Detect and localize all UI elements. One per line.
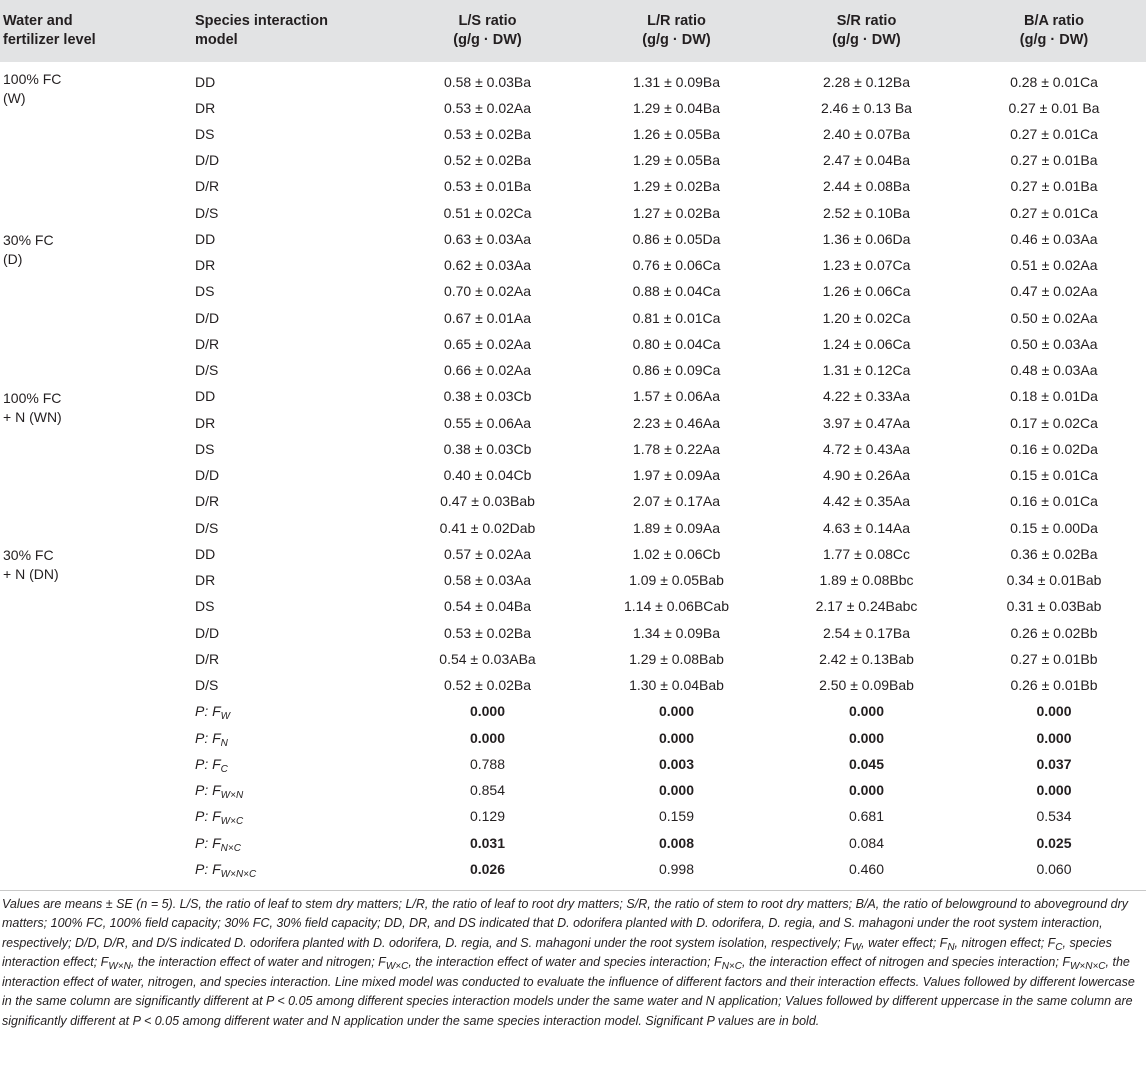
sr-value: 1.89 ± 0.08Bbc: [819, 572, 914, 589]
footnote-text: , the interaction effect of water and nitrogen; F: [130, 955, 386, 970]
pvalue-label: [192, 856, 393, 882]
ba-value: 0.16 ± 0.02Da: [1010, 440, 1098, 457]
ls-value: 0.70 ± 0.02Aa: [443, 283, 532, 300]
header-text: L/R ratio: [647, 13, 706, 29]
model-cell: D/R: [195, 178, 220, 195]
ls-pvalue: 0.000: [469, 703, 506, 720]
ls-value: 0.51 ± 0.02Ca: [443, 204, 532, 221]
ba-pvalue: 0.000: [1036, 703, 1072, 720]
ls-value: 0.38 ± 0.03Cb: [443, 440, 532, 457]
empty-cell: [0, 830, 192, 856]
group-label-line: 100% FC: [3, 71, 62, 87]
pvalue-subscript: W: [220, 711, 231, 723]
sr-value: 1.36 ± 0.06Da: [822, 230, 911, 247]
group-label: [0, 384, 192, 542]
lr-value: 1.27 ± 0.02Ba: [632, 204, 721, 221]
pvalue-row: [0, 725, 1146, 751]
table-bottom-rule: [0, 890, 1146, 891]
pvalue-subscript: N×C: [220, 842, 241, 854]
sr-value: 1.77 ± 0.08Cc: [822, 545, 911, 562]
model-cell: DS: [195, 125, 215, 142]
ba-value: 0.18 ± 0.01Da: [1010, 388, 1098, 405]
model-cell: D/S: [195, 362, 219, 379]
ba-value: 0.17 ± 0.02Ca: [1010, 414, 1098, 431]
empty-cell: [0, 778, 192, 804]
header-ba-ratio: [962, 0, 1146, 62]
group-label: [0, 62, 192, 226]
group-label-line: 100% FC: [3, 389, 62, 406]
ba-pvalue: 0.000: [1036, 729, 1072, 746]
sr-value: 1.20 ± 0.02Ca: [822, 309, 911, 326]
ba-value: 0.48 ± 0.03Aa: [1010, 362, 1098, 379]
ls-value: 0.53 ± 0.02Ba: [443, 624, 532, 641]
pvalue-label: [192, 751, 393, 777]
pvalue-subscript: C: [220, 763, 228, 775]
header-text: B/A ratio: [1024, 13, 1084, 29]
header-text: S/R ratio: [836, 13, 897, 29]
footnote-text: , the interaction effect of water and species interaction; F: [408, 955, 722, 970]
ls-value: 0.58 ± 0.03Ba: [443, 74, 532, 90]
lr-pvalue: 0.003: [658, 755, 695, 772]
pvalue-prefix: P: F: [195, 834, 221, 851]
lr-pvalue: 0.000: [658, 703, 695, 720]
pvalue-prefix: P: F: [195, 755, 221, 772]
lr-value: 2.07 ± 0.17Aa: [632, 493, 721, 510]
lr-pvalue: 0.159: [658, 808, 695, 825]
sr-pvalue: 0.460: [848, 860, 885, 877]
lr-value: 1.30 ± 0.04Bab: [629, 677, 724, 694]
model-cell: DS: [195, 283, 215, 300]
group-label-line: + N (WN): [3, 408, 62, 425]
sr-value: 2.28 ± 0.12Ba: [822, 74, 911, 90]
model-cell: D/R: [195, 650, 220, 667]
ls-value: 0.41 ± 0.02Dab: [439, 519, 536, 536]
sr-pvalue: 0.000: [848, 703, 885, 720]
pvalue-label: [192, 778, 393, 804]
pvalue-row: [0, 830, 1146, 856]
ls-value: 0.58 ± 0.03Aa: [443, 572, 532, 589]
ls-value: 0.47 ± 0.03Bab: [440, 493, 535, 510]
ba-value: 0.27 ± 0.01Ba: [1010, 152, 1098, 169]
sr-value: 1.31 ± 0.12Ca: [822, 362, 911, 379]
ls-pvalue: 0.026: [469, 860, 506, 877]
group-label-line: (W): [3, 90, 26, 106]
ba-value: 0.27 ± 0.01Bb: [1010, 650, 1098, 667]
ls-value: 0.57 ± 0.02Aa: [443, 545, 532, 562]
ba-value: 0.50 ± 0.03Aa: [1010, 335, 1098, 352]
sr-value: 1.23 ± 0.07Ca: [822, 257, 911, 274]
ba-pvalue: 0.037: [1036, 755, 1072, 772]
table-footnote: [2, 895, 1140, 1032]
lr-value: 1.57 ± 0.06Aa: [632, 388, 721, 405]
header-species-model: [192, 0, 393, 62]
header-water-fertilizer: [0, 0, 192, 62]
pvalue-subscript: N: [220, 737, 228, 749]
table-row: [0, 384, 1146, 410]
ba-value: 0.27 ± 0.01Ca: [1010, 204, 1098, 221]
ba-value: 0.26 ± 0.02Bb: [1010, 624, 1098, 641]
table-row: [0, 541, 1146, 567]
sr-value: 2.44 ± 0.08Ba: [822, 178, 911, 195]
ba-pvalue: 0.060: [1036, 860, 1072, 877]
ls-value: 0.40 ± 0.04Cb: [443, 467, 532, 484]
empty-cell: [0, 725, 192, 751]
lr-value: 1.02 ± 0.06Cb: [632, 545, 721, 562]
ba-value: 0.28 ± 0.01Ca: [1010, 74, 1098, 90]
group-label: [0, 226, 192, 384]
sr-value: 2.40 ± 0.07Ba: [822, 125, 911, 142]
lr-value: 1.78 ± 0.22Aa: [632, 440, 721, 457]
pvalue-prefix: P: F: [195, 782, 221, 799]
header-row: [0, 0, 1146, 62]
lr-pvalue: 0.000: [658, 729, 695, 746]
ba-value: 0.31 ± 0.03Bab: [1006, 598, 1102, 615]
pvalue-prefix: P: F: [195, 729, 221, 746]
ls-pvalue: 0.129: [469, 808, 506, 825]
model-cell: DD: [195, 230, 216, 247]
model-cell: DD: [195, 388, 216, 405]
footnote-subscript: N: [947, 941, 955, 953]
ba-value: 0.27 ± 0.01Ca: [1010, 125, 1098, 142]
header-text: L/S ratio: [458, 13, 517, 29]
model-cell: DR: [195, 572, 216, 589]
model-cell: D/D: [195, 467, 220, 484]
sr-value: 4.90 ± 0.26Aa: [822, 467, 911, 484]
lr-value: 1.31 ± 0.09Ba: [632, 74, 721, 90]
footnote-subscript: W×N×C: [1069, 961, 1106, 973]
sr-value: 2.42 ± 0.13Bab: [819, 650, 914, 667]
lr-value: 1.29 ± 0.04Ba: [632, 99, 721, 116]
lr-pvalue: 0.000: [658, 782, 695, 799]
header-text: Water and: [3, 13, 73, 29]
ba-value: 0.15 ± 0.00Da: [1010, 519, 1098, 536]
model-cell: D/R: [195, 335, 220, 352]
ls-value: 0.62 ± 0.03Aa: [443, 257, 532, 274]
sr-pvalue: 0.084: [848, 834, 885, 851]
ls-value: 0.52 ± 0.02Ba: [443, 677, 532, 694]
ls-value: 0.53 ± 0.02Aa: [443, 99, 532, 116]
pvalue-row: [0, 699, 1146, 725]
footnote-text: Values are means ± SE (n = 5). L/S, the ratio of leaf to stem dry matters; L/R, the ratio of leaf to root dry matters; S/R, the ratio of stem to root dry matters; B/A, the ratio of belowground to aboveground dry matters; 100% FC, 100% field capacity; 30% FC, 30% field capacity; DD, DR, and DS indicated that D. odorifera planted with D. odorifera, D. regia, and S. mahagoni under the root system interaction, respectively; D/D, D/R, and D/S indicated D. odorifera planted with D. odorifera, D. regia, and S. mahagoni under the root system isolation, respectively; F: [2, 896, 1129, 950]
footnote-text: , the interaction effect of water, nitrogen, and species interaction. Line mixed model was conducted to evaluate the influence of different factors and their interaction effects. Values followed by different lowercase in the same column are significantly different at P < 0.05 among different species interaction models under the same water and N application; Values followed by different uppercase in the same column are significantly different at P < 0.05 among different water and N application under the same species interaction model. Significant P values are in bold.: [2, 955, 1135, 1029]
sr-value: 2.54 ± 0.17Ba: [822, 624, 911, 641]
ls-value: 0.52 ± 0.02Ba: [443, 152, 532, 169]
lr-pvalue: 0.998: [658, 860, 695, 877]
lr-value: 1.29 ± 0.05Ba: [632, 152, 721, 169]
model-cell: D/D: [195, 152, 220, 169]
ls-value: 0.53 ± 0.01Ba: [443, 178, 532, 195]
ls-value: 0.65 ± 0.02Aa: [443, 335, 532, 352]
footnote-text: , species interaction effect; F: [2, 935, 1112, 970]
pvalue-prefix: P: F: [195, 808, 221, 825]
sr-value: 4.63 ± 0.14Aa: [822, 519, 911, 536]
header-ls-ratio: [393, 0, 582, 62]
sr-value: 1.24 ± 0.06Ca: [822, 335, 911, 352]
lr-value: 1.26 ± 0.05Ba: [632, 125, 721, 142]
lr-value: 2.23 ± 0.46Aa: [632, 414, 721, 431]
footnote-subscript: N×C: [721, 961, 742, 973]
footnote-subscript: W×N: [108, 961, 131, 973]
lr-value: 1.89 ± 0.09Aa: [632, 519, 721, 536]
pvalue-prefix: P: F: [195, 860, 221, 877]
lr-value: 1.14 ± 0.06BCab: [624, 598, 729, 615]
footnote-subscript: W×C: [385, 961, 409, 973]
pvalue-row: [0, 778, 1146, 804]
table-header: [0, 0, 1146, 62]
pvalue-label: [192, 830, 393, 856]
ls-pvalue: 0.000: [469, 729, 506, 746]
footnote-text: , the interaction effect of nitrogen and species interaction; F: [742, 955, 1070, 970]
ba-value: 0.27 ± 0.01Ba: [1010, 178, 1098, 195]
footnote-subscript: W: [851, 941, 862, 953]
sr-value: 2.52 ± 0.10Ba: [822, 204, 911, 221]
model-cell: DS: [195, 598, 215, 615]
pvalue-label: [192, 725, 393, 751]
model-cell: DD: [195, 74, 216, 90]
pvalue-subscript: W×C: [220, 816, 244, 828]
lr-value: 0.86 ± 0.05Da: [632, 230, 721, 247]
model-cell: DR: [195, 257, 216, 274]
ls-value: 0.55 ± 0.06Aa: [443, 414, 532, 431]
sr-pvalue: 0.000: [848, 729, 885, 746]
lr-value: 0.76 ± 0.06Ca: [632, 257, 721, 274]
ls-value: 0.53 ± 0.02Ba: [443, 125, 532, 142]
sr-pvalue: 0.000: [848, 782, 885, 799]
lr-value: 1.97 ± 0.09Aa: [632, 467, 721, 484]
pvalue-row: [0, 856, 1146, 882]
ls-value: 0.67 ± 0.01Aa: [443, 309, 532, 326]
ba-value: 0.46 ± 0.03Aa: [1010, 230, 1098, 247]
sr-value: 4.22 ± 0.33Aa: [822, 388, 911, 405]
ba-value: 0.47 ± 0.02Aa: [1010, 283, 1098, 300]
lr-value: 1.09 ± 0.05Bab: [629, 572, 724, 589]
pvalue-subscript: W×N×C: [220, 868, 257, 880]
ba-pvalue: 0.534: [1036, 808, 1072, 825]
sr-value: 4.72 ± 0.43Aa: [822, 440, 911, 457]
header-text: (g/g · DW): [453, 32, 522, 48]
model-cell: D/S: [195, 519, 219, 536]
lr-value: 0.81 ± 0.01Ca: [632, 309, 721, 326]
ba-value: 0.34 ± 0.01Bab: [1006, 572, 1102, 589]
ba-value: 0.15 ± 0.01Ca: [1010, 467, 1098, 484]
table-row: [0, 226, 1146, 252]
model-cell: DR: [195, 99, 216, 116]
ba-value: 0.50 ± 0.02Aa: [1010, 309, 1098, 326]
ls-value: 0.66 ± 0.02Aa: [443, 362, 532, 379]
ba-pvalue: 0.000: [1036, 782, 1072, 799]
lr-value: 0.88 ± 0.04Ca: [632, 283, 721, 300]
ls-value: 0.63 ± 0.03Aa: [443, 230, 532, 247]
sr-pvalue: 0.681: [848, 808, 885, 825]
empty-cell: [0, 804, 192, 830]
footnote-text: , water effect; F: [861, 935, 948, 950]
sr-value: 2.17 ± 0.24Babc: [815, 598, 918, 615]
ls-value: 0.54 ± 0.03ABa: [439, 650, 536, 667]
sr-value: 2.47 ± 0.04Ba: [822, 152, 911, 169]
empty-cell: [0, 699, 192, 725]
pvalue-row: [0, 804, 1146, 830]
ba-pvalue: 0.025: [1036, 834, 1072, 851]
header-text: Species interaction: [195, 13, 328, 29]
lr-value: 0.80 ± 0.04Ca: [632, 335, 721, 352]
ba-value: 0.26 ± 0.01Bb: [1010, 677, 1098, 694]
header-text: fertilizer level: [3, 32, 96, 48]
empty-cell: [0, 856, 192, 882]
model-cell: DR: [195, 414, 216, 431]
footnote-subscript: C: [1055, 941, 1063, 953]
model-cell: DS: [195, 440, 215, 457]
group-label-line: 30% FC: [3, 232, 54, 249]
lr-value: 1.34 ± 0.09Ba: [632, 624, 721, 641]
group-label-line: 30% FC: [3, 547, 54, 564]
lr-value: 1.29 ± 0.02Ba: [632, 178, 721, 195]
table-body: [0, 62, 1146, 883]
model-cell: D/D: [195, 309, 220, 326]
pvalue-row: [0, 751, 1146, 777]
pvalue-prefix: P: F: [195, 703, 221, 720]
table-row: [0, 62, 1146, 95]
ba-value: 0.36 ± 0.02Ba: [1010, 545, 1098, 562]
pvalue-subscript: W×N: [220, 790, 244, 802]
header-lr-ratio: [582, 0, 771, 62]
header-text: (g/g · DW): [832, 32, 901, 48]
ba-value: 0.27 ± 0.01 Ba: [1008, 99, 1100, 116]
ls-value: 0.38 ± 0.03Cb: [443, 388, 532, 405]
sr-value: 2.50 ± 0.09Bab: [819, 677, 914, 694]
model-cell: DD: [195, 545, 216, 562]
ba-value: 0.16 ± 0.01Ca: [1010, 493, 1098, 510]
lr-value: 0.86 ± 0.09Ca: [632, 362, 721, 379]
ls-pvalue: 0.788: [469, 755, 506, 772]
ba-value: 0.51 ± 0.02Aa: [1010, 257, 1098, 274]
lr-value: 1.29 ± 0.08Bab: [629, 650, 724, 667]
model-cell: D/S: [195, 204, 219, 221]
header-text: model: [195, 32, 238, 48]
sr-value: 3.97 ± 0.47Aa: [822, 414, 911, 431]
pvalue-label: [192, 804, 393, 830]
model-cell: D/R: [195, 493, 220, 510]
ls-value: 0.54 ± 0.04Ba: [443, 598, 532, 615]
sr-value: 4.42 ± 0.35Aa: [822, 493, 911, 510]
ls-pvalue: 0.854: [469, 782, 506, 799]
header-text: (g/g · DW): [1019, 32, 1089, 48]
sr-value: 2.46 ± 0.13 Ba: [821, 99, 912, 116]
model-cell: D/S: [195, 677, 219, 694]
pvalue-label: [192, 699, 393, 725]
header-sr-ratio: [771, 0, 962, 62]
group-label-line: (D): [3, 251, 23, 268]
model-cell: D/D: [195, 624, 220, 641]
lr-pvalue: 0.008: [658, 834, 695, 851]
footnote-text: , nitrogen effect; F: [954, 935, 1056, 950]
sr-pvalue: 0.045: [848, 755, 885, 772]
group-label: [0, 541, 192, 699]
sr-value: 1.26 ± 0.06Ca: [822, 283, 911, 300]
ls-pvalue: 0.031: [469, 834, 506, 851]
empty-cell: [0, 751, 192, 777]
header-text: (g/g · DW): [642, 32, 711, 48]
group-label-line: + N (DN): [3, 566, 59, 583]
